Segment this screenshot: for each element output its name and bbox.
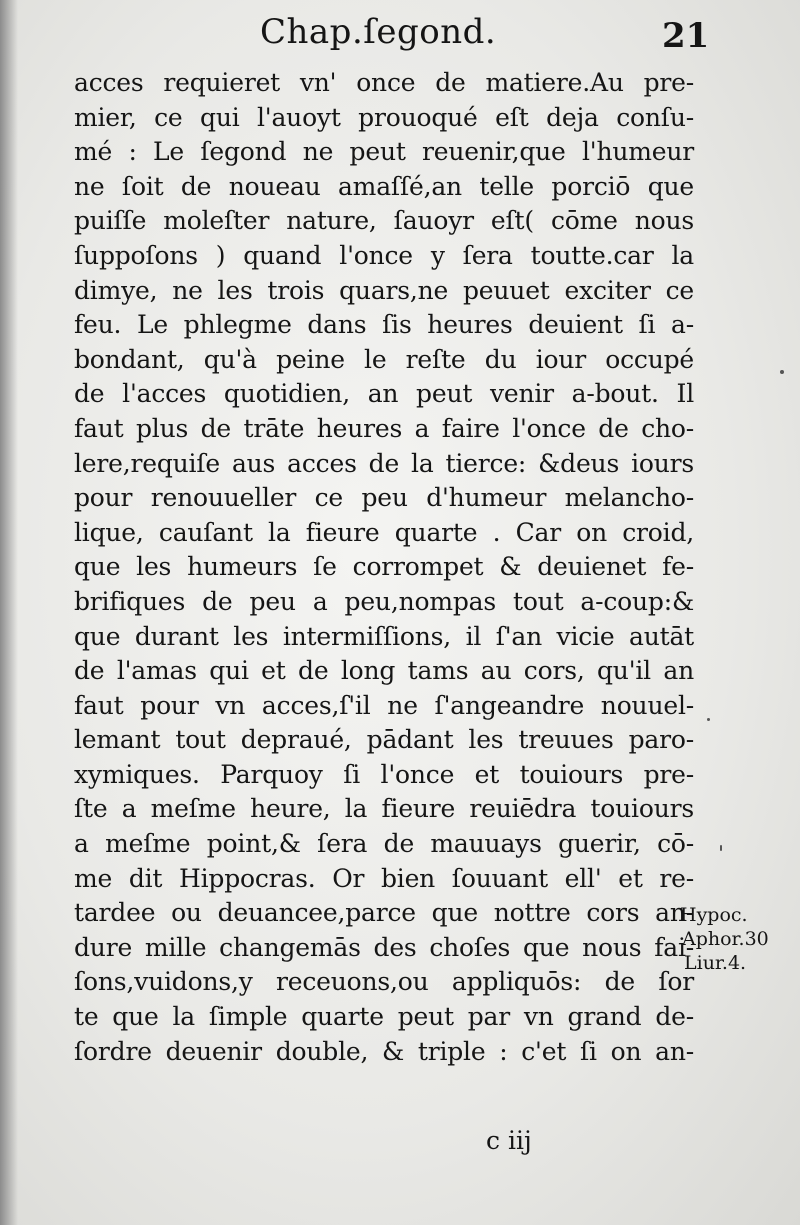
text-line: faut pour vn acces,ſ'il ne ſ'angeandre nouuel- [74,690,694,720]
running-title: Chap.ſegond. [260,12,497,52]
marginal-note-line: Liur.4. [684,952,747,974]
text-line: lere,requiſe aus acces de la tierce: &deus iours [74,448,694,478]
text-line: ſordre deuenir double, & triple : c'et ſi on an- [74,1036,694,1066]
text-line: dimye, ne les trois quars,ne peuuet exciter ce [74,275,694,305]
text-line: faut plus de trāte heures a faire l'once de cho- [74,413,694,443]
text-line: tardee ou deuancee,parce que nottre cors an- [74,898,694,928]
ink-speck [720,845,722,851]
text-line: dure mille changemās des choſes que nous fai- [74,932,694,962]
text-line: me dit Hippocras. Or bien ſouuant ell' et re- [74,863,694,893]
ink-speck [780,370,784,374]
text-line: ſons,vuidons,y receuons,ou appliquōs: de ſor [74,967,694,997]
signature-mark: c iij [486,1126,532,1155]
text-line: xymiques. Parquoy ſi l'once et touiours pre- [74,759,694,789]
text-line: de l'amas qui et de long tams au cors, qu'il an [74,656,694,686]
text-line: brifiques de peu a peu,nompas tout a-coup:& [74,586,694,616]
text-line: acces requieret vn' once de matiere.Au pre- [74,68,694,97]
text-line: ne ſoit de noueau amaſſé,an telle porciō que [74,171,694,201]
text-line: que les humeurs ſe corrompet & deuienet fe- [74,552,694,582]
text-line: puiſſe moleſter nature, ſauoyr eſt( cōme nous [74,206,694,236]
spine-shadow [0,0,18,1225]
text-line: lemant tout depraué, pādant les treuues paro- [74,725,694,755]
text-line: lique, cauſant la fieure quarte . Car on croid, [74,517,694,547]
marginal-note-line: Aphor.30 [682,928,769,950]
body-text [74,66,694,1069]
text-line: que durant les intermiſſions, il ſ'an vicie autāt [74,621,694,651]
text-line: mier, ce qui l'auoyt prouoqué eſt deja conſu- [74,102,694,132]
marginal-note [680,903,790,975]
text-line: a meſme point,& ſera de mauuays guerir, cō- [74,829,694,859]
page-number: 21 [662,16,710,56]
text-line: mé : Le ſegond ne peut reuenir,que l'humeur [74,137,694,167]
text-line: feu. Le phlegme dans ſis heures deuient ſi a- [74,310,694,340]
text-line: bondant, qu'à peine le reſte du iour occupé [74,344,694,374]
text-line: de l'acces quotidien, an peut venir a-bout. Il [74,379,694,409]
text-line: ſuppoſons ) quand l'once y ſera toutte.car la [74,240,694,270]
text-line: ſte a meſme heure, la fieure reuiēdra touiours [74,794,694,824]
ink-speck [707,718,710,721]
text-line: pour renouueller ce peu d'humeur melancho- [74,483,694,513]
text-line: te que la ſimple quarte peut par vn grand de- [74,1002,694,1032]
marginal-note-line: Hypoc. [680,904,748,926]
